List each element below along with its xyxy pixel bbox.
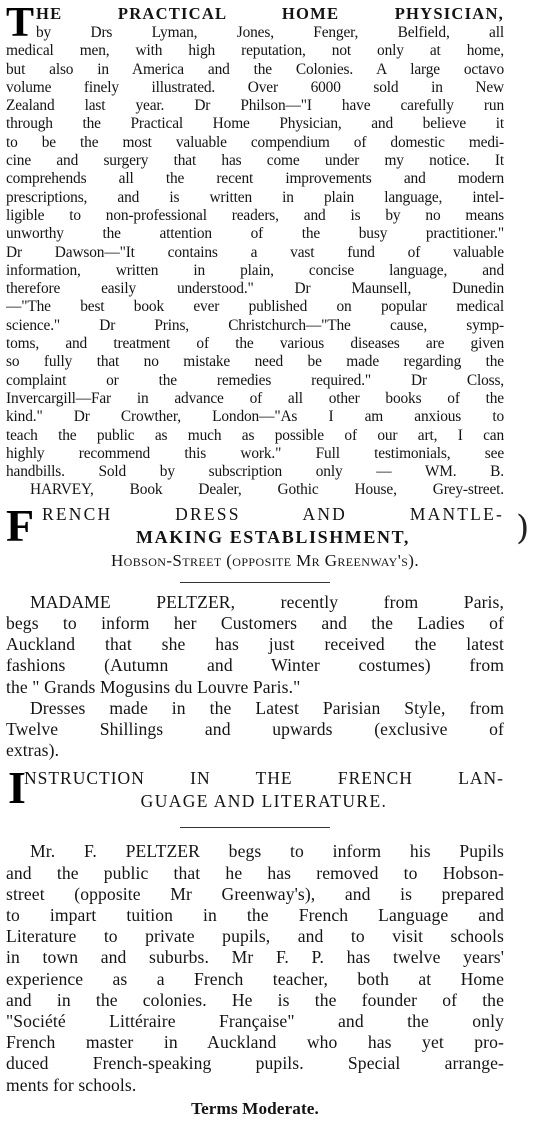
physician-line: kind." Dr Crowther, London—"As I am anxious to bbox=[6, 408, 504, 426]
french-body-line: "Société Littéraire Française" and the only bbox=[6, 1010, 504, 1031]
physician-line: toms, and treatment of the various diseases are given bbox=[6, 335, 504, 353]
dress-paragraph-line: Dresses made in the Latest Parisian Style, from bbox=[30, 697, 504, 718]
physician-line: Dr Dawson—"It contains a vast fund of valuable bbox=[6, 243, 504, 261]
physician-line: volume finely illustrated. Over 6000 sold in New bbox=[6, 78, 504, 96]
french-body-line: to impart tuition in the French Language and bbox=[6, 904, 504, 925]
drop-cap-i: I bbox=[8, 762, 26, 814]
physician-line: medical men, with high reputation, not only at home, bbox=[6, 42, 504, 60]
dress-address: Hobson-Street (opposite Mr Greenway's). bbox=[110, 550, 419, 570]
physician-line: —"The best book ever published on popular medical bbox=[6, 298, 504, 316]
french-heading-line: GUAGE AND LITERATURE. bbox=[140, 791, 388, 812]
physician-line: Invercargill—Far in advance of all other books of the bbox=[6, 389, 504, 407]
physician-line: ligible to non-professional readers, and is by no means bbox=[6, 206, 504, 224]
french-body-line: French master in Auckland who has yet pro- bbox=[6, 1032, 504, 1053]
advertisement-french-instruction bbox=[6, 762, 504, 1119]
dress-paragraph-line: extras). bbox=[6, 740, 60, 761]
advertisement-home-physician bbox=[6, 0, 504, 500]
physician-line: by Drs Lyman, Jones, Fenger, Belfield, all bbox=[36, 24, 504, 41]
french-body-line: and the public that he has removed to Hobson- bbox=[6, 862, 504, 883]
french-heading-line: NSTRUCTION IN THE FRENCH LAN- bbox=[24, 768, 504, 789]
margin-bracket: ) bbox=[516, 508, 530, 548]
french-body-line: experience as a French teacher, both at Home bbox=[6, 968, 504, 989]
physician-line: unworthy the attention of the busy practitioner." bbox=[6, 225, 504, 243]
dress-paragraph-line: fashions (Autumn and Winter costumes) from bbox=[6, 655, 504, 676]
dress-heading-line: RENCH DRESS AND MANTLE- bbox=[42, 503, 504, 524]
physician-line: prescriptions, and is written in plain language, intel- bbox=[6, 188, 504, 206]
drop-cap-f: F bbox=[6, 499, 35, 551]
physician-line: highly recommend this work." Full testimonials, see bbox=[6, 444, 504, 462]
physician-line: teach the public as much as possible of our art, I can bbox=[6, 426, 504, 444]
dress-paragraph-line: begs to inform her Customers and the Ladies of bbox=[6, 612, 504, 633]
physician-line: Zealand last year. Dr Philson—"I have carefully run bbox=[6, 97, 504, 115]
physician-line: science." Dr Prins, Christchurch—"The cause, symp- bbox=[6, 316, 504, 334]
french-body-line: street (opposite Mr Greenway's), and is prepared bbox=[6, 883, 504, 904]
newspaper-column bbox=[6, 0, 504, 1120]
dress-heading-line: MAKING ESTABLISHMENT, bbox=[136, 526, 410, 547]
physician-line: to be the most valuable compendium of domestic medi- bbox=[6, 133, 504, 151]
physician-line: but also in America and the Colonies. A large octavo bbox=[6, 60, 504, 78]
divider-rule bbox=[180, 582, 330, 583]
physician-line: therefore easily understood." Dr Maunsell, Dunedin bbox=[6, 280, 504, 298]
physician-line: cine and surgery that has come under my notice. It bbox=[6, 152, 504, 170]
advertisement-dressmaking bbox=[6, 499, 504, 762]
divider-rule bbox=[180, 827, 330, 828]
physician-line: comprehends all the recent improvements and modern bbox=[6, 170, 504, 188]
french-body-line: in town and suburbs. Mr F. P. has twelve years' bbox=[6, 947, 504, 968]
physician-line: handbills. Sold by subscription only — WM. B. bbox=[6, 463, 504, 481]
french-body-line: and in the colonies. He is the founder of the bbox=[6, 989, 504, 1010]
dress-paragraph-line: Auckland that she has just received the latest bbox=[6, 634, 504, 655]
terms-moderate: Terms Moderate. bbox=[191, 1098, 319, 1118]
physician-title: HE PRACTICAL HOME PHYSICIAN, bbox=[36, 4, 504, 23]
dress-paragraph-line: the " Grands Mogusins du Louvre Paris." bbox=[6, 676, 301, 697]
physician-line: HARVEY, Book Dealer, Gothic House, Grey-street. bbox=[30, 481, 504, 499]
dress-paragraph-line: Twelve Shillings and upwards (exclusive of bbox=[6, 718, 504, 739]
french-body-line: Mr. F. PELTZER begs to inform his Pupils bbox=[30, 841, 504, 862]
french-body-line: Literature to private pupils, and to visit schools bbox=[6, 926, 504, 947]
physician-line: so fully that no mistake need be made regarding the bbox=[6, 353, 504, 371]
physician-line: through the Practical Home Physician, and believe it bbox=[6, 115, 504, 133]
dress-paragraph-line: MADAME PELTZER, recently from Paris, bbox=[30, 591, 504, 612]
physician-line: complaint or the remedies required." Dr Closs, bbox=[6, 371, 504, 389]
french-body-line: duced French-speaking pupils. Special arrange- bbox=[6, 1053, 504, 1074]
french-body-line: ments for schools. bbox=[6, 1074, 137, 1095]
drop-cap-t: T bbox=[6, 0, 35, 46]
physician-line: information, written in plain, concise language, and bbox=[6, 261, 504, 279]
